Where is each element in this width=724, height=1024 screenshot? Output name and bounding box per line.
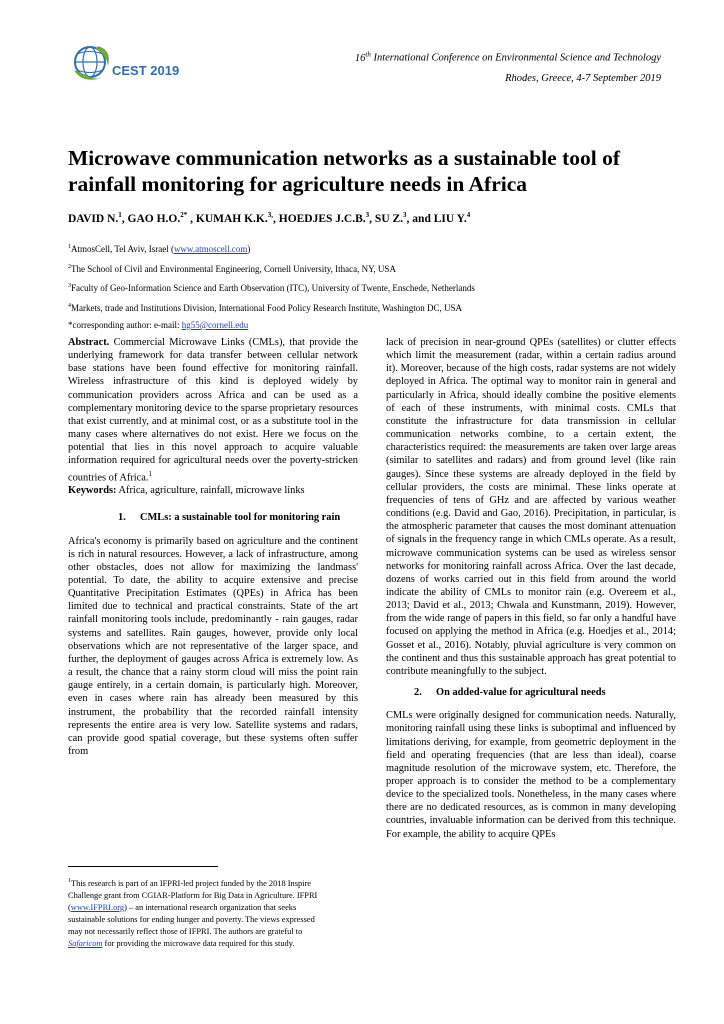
keywords: Keywords: Africa, agriculture, rainfall, microwave links xyxy=(68,485,305,497)
footnote: $^1$This research is part of an IFPRI-led project funded by the 2018 Inspire Challenge grant from CGIAR-Platform for Big Data in Agriculture. IFPRI (www.IFPRI.org) – an international research organization that seeks sustainable solutions for ending hunger and poverty. The views expressed may not necessarily reflect those of IFPRI. The authors are grateful to Safaricom for providing the microwave data required for this study. xyxy=(68,878,318,948)
section-body: CMLs were originally designed for communication needs. Naturally, monitoring rainfall using these links is suboptimal and influenced by limitations deriving, for example, from geometric deployment in the field and operating frequencies (that are less than ideal), coarse magnitude resolution of the microwave system, etc. Therefore, the proper approach is to consider the method to be a complementary device to the specialized tools. Nonetheless, in the many cases where there are no dedicated resources, as is common in many developing countries, invaluable information can be derived from this technique. For example, the ability to acquire QPEs xyxy=(386,710,676,840)
author-list xyxy=(68,211,470,225)
conference-name xyxy=(355,44,661,69)
safaricom-link[interactable]: Safaricom xyxy=(68,938,103,948)
affiliations xyxy=(68,239,475,335)
email-link[interactable]: hg55@cornell.edu xyxy=(181,320,249,330)
ifpri-link[interactable]: www.IFPRI.org xyxy=(70,902,125,912)
paper-title: Microwave communication networks as a sustainable tool of rainfall monitoring for agriculture needs in Africa xyxy=(68,146,621,196)
affiliation-link[interactable]: www.atmoscell.com xyxy=(173,244,248,254)
affiliation: $^4$Markets, trade and Institutions Division, International Food Policy Research Institute, Washington DC, USA xyxy=(68,302,463,313)
author: SU Z.$^3$, and xyxy=(374,211,434,225)
abstract: Abstract. Commercial Microwave Links (CMLs), that provide the underlying framework for data transfer between cellular network base stations have been found effective for monitoring rainfall. Wireless infrastructure of this kind is deployed widely by communication providers across Africa and can be used as a complementary monitoring device to the sparse proprietary resources that exist currently, and at minimal cost, or as a substitute tool in the many cases where alternatives do not exist. Here we focus on the potential that lies in this novel approach to acquire valuable information required for agricultural needs over the poverty-stricken countries of Africa.$^1$ xyxy=(68,337,358,484)
author: GAO H.O.$^{2*}$ , xyxy=(127,211,196,225)
section-heading: 2. On added-value for agricultural needs xyxy=(414,687,606,699)
author: LIU Y.$^4$ xyxy=(433,211,471,225)
left-column xyxy=(68,336,358,758)
conference-title: International Conference on Environmental Science and Technology xyxy=(370,52,661,64)
conference-ordinal: 16th xyxy=(354,50,371,64)
right-column xyxy=(386,336,676,841)
logo-text: CEST 2019 xyxy=(112,63,180,78)
author: HOEDJES J.C.B.$^3$, xyxy=(278,211,375,225)
conference-header xyxy=(355,44,661,89)
author: KUMAH K.K.$^{3,}$, xyxy=(195,211,279,225)
author: DAVID N.$^1$, xyxy=(68,211,128,225)
affiliation: $^2$The School of Civil and Environmental Engineering, Cornell University, Ithaca, NY, USA xyxy=(68,263,396,274)
section-heading: 1. CMLs: a sustainable tool for monitoring rain xyxy=(118,512,341,524)
affiliation: $^3$Faculty of Geo-Information Science and Earth Observation (ITC), University of Twente, Enschede, Netherlands xyxy=(68,283,475,293)
cest-logo xyxy=(68,40,198,90)
section-body: Africa's economy is primarily based on agriculture and the continent is rich in natural resources. However, a lack of infrastructure, among other obstacles, does not allow for maximizing the landmass' potential. To date, the ability to acquire extensive and precise Quantitative Precipitation Estimates (QPEs) in Africa has been limited due to technical and practical constraints. State of the art rainfall monitoring tools include, predominantly - rain gauges, radar systems and satellites. Rain gauges, however, provide only local observations which are not representative of the larger space, and further, the deployment of gauges across Africa is extremely low. As a result, the chance that a rainy storm cloud will miss the point rain gauge entirely, in a certain domain, is particularly high. Moreover, even in cases where rain has already been measured by this instrument, the probability that the recorded rainfall intensity represents the entire area is very low. Satellite systems and radars, can provide good spatial coverage, but these systems often suffer from xyxy=(68,535,358,757)
paragraph: lack of precision in near-ground QPEs (satellites) or clutter effects which limit the measurement (radar, within a certain radius around it). Moreover, because of the high costs, radar systems are not widely deployed in Africa. The optimal way to monitor rain in general and particularly in Africa, should ideally combine the positive elements of each of these instruments, with minimal costs. CMLs that constitute the infrastructure for data transmission in cellular communication networks combine, to a certain extent, the characteristics required: the measurements are taken over large areas (similar to satellites and radars) and from ground level (like rain gauges). Since these systems are already deployed in the field by cellular providers, the costs are minimal. These links operate at frequencies of tens of GHz and are affected by various weather conditions (e.g. David and Gao, 2016). Precipitation, in particular, is the atmospheric parameter that causes the most dominant attenuation of signals in the frequency range in which CMLs operate. As a result, microwave communication systems can be used as wireless sensor networks for monitoring rainfall across Africa. Over the last decade, dozens of works carried out in this field from around the world indicate the ability of CMLs to monitor rain (e.g. Overeem et al., 2013; David et al., 2013; Chwala and Kunstmann, 2019). However, from the wide range of papers in this field, so far only a handful have focused on applying the method in Africa (e.g. Hoedjes et al., 2014; Gosset et al., 2016). Notably, pluvial agriculture is very common on the continent and thus this sustainable approach has great potential to contribute meaningfully to the subject. xyxy=(386,337,676,677)
corresponding-author: *corresponding author: e-mail: hg55@cornell.edu xyxy=(68,320,249,330)
footnote-divider xyxy=(68,866,218,867)
affiliation: $^1$AtmosCell, Tel Aviv, Israel (www.atmoscell.com) xyxy=(68,244,251,254)
conference-location: Rhodes, Greece, 4-7 September 2019 xyxy=(505,72,661,84)
